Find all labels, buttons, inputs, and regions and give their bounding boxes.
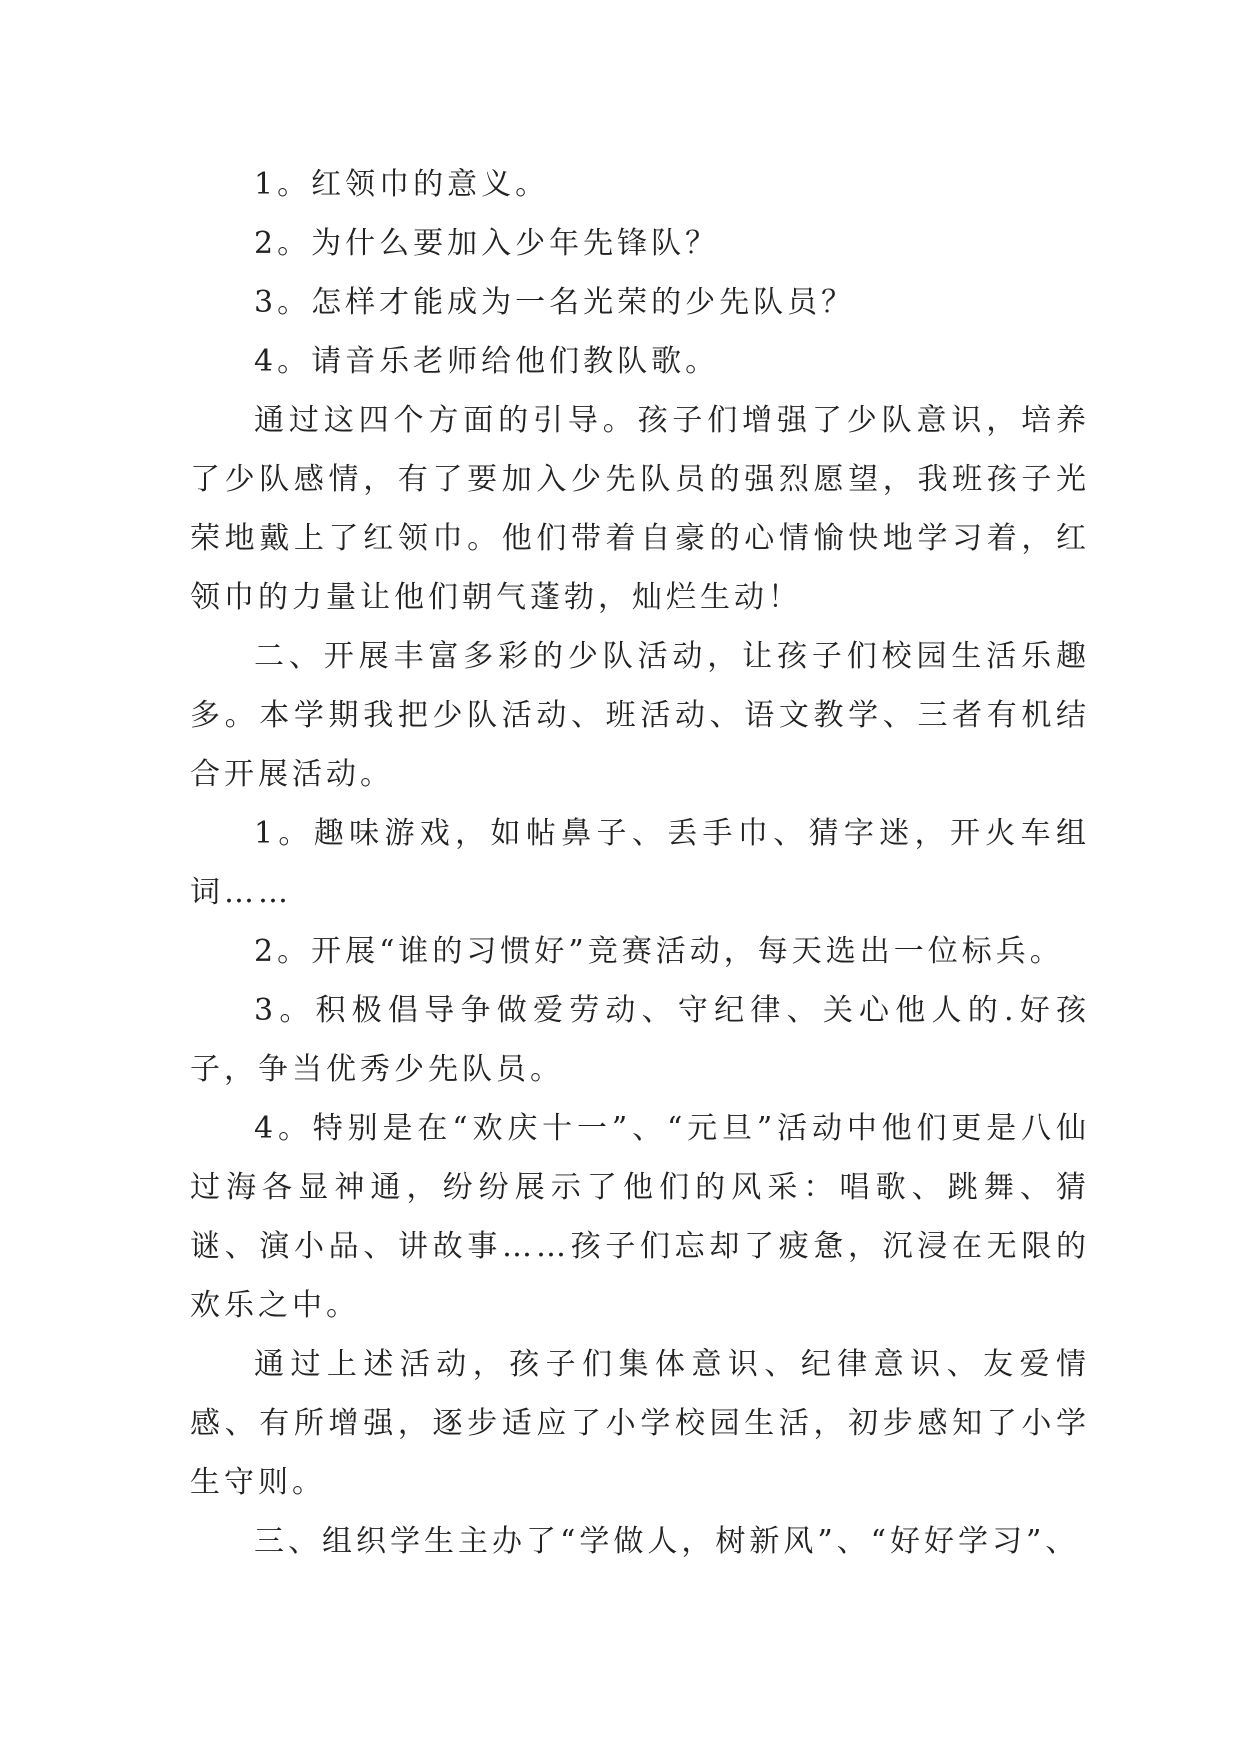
- activity-item-4: 4。特别是在“欢庆十一”、“元旦”活动中他们更是八仙过海各显神通，纷纷展示了他们的风采：唱歌、跳舞、猜谜、演小品、讲故事……孩子们忘却了疲惫，沉浸在无限的欢乐之中。: [190, 1111, 1090, 1323]
- section-three-heading: 三、组织学生主办了“学做人，树新风”、“好好学习”、: [254, 1524, 1080, 1559]
- document-body: [190, 155, 1090, 1571]
- paragraph-item-2: 2。为什么要加入少年先锋队？: [254, 226, 720, 261]
- paragraph-item-3: 3。怎样才能成为一名光荣的少先队员？: [254, 285, 856, 320]
- paragraph-guidance-summary: 通过这四个方面的引导。孩子们增强了少队意识，培养了少队感情，有了要加入少先队员的强烈愿望，我班孩子光荣地戴上了红领巾。他们带着自豪的心情愉快地学习着，红领巾的力量让他们朝气蓬勃，灿烂生动！: [190, 403, 1090, 615]
- activity-item-1: 1。趣味游戏，如帖鼻子、丢手巾、猜字迷，开火车组词……: [190, 816, 1090, 910]
- activity-item-2: 2。开展“谁的习惯好”竞赛活动，每天选出一位标兵。: [254, 934, 1064, 969]
- paragraph-item-1: 1。红领巾的意义。: [254, 167, 550, 202]
- paragraph-item-4: 4。请音乐老师给他们教队歌。: [254, 344, 720, 379]
- section-two-heading: 二、开展丰富多彩的少队活动，让孩子们校园生活乐趣多。本学期我把少队活动、班活动、语文教学、三者有机结合开展活动。: [190, 639, 1090, 792]
- paragraph-activity-summary: 通过上述活动，孩子们集体意识、纪律意识、友爱情感、有所增强，逐步适应了小学校园生活，初步感知了小学生守则。: [190, 1347, 1090, 1500]
- activity-item-3: 3。积极倡导争做爱劳动、守纪律、关心他人的.好孩子，争当优秀少先队员。: [190, 993, 1090, 1087]
